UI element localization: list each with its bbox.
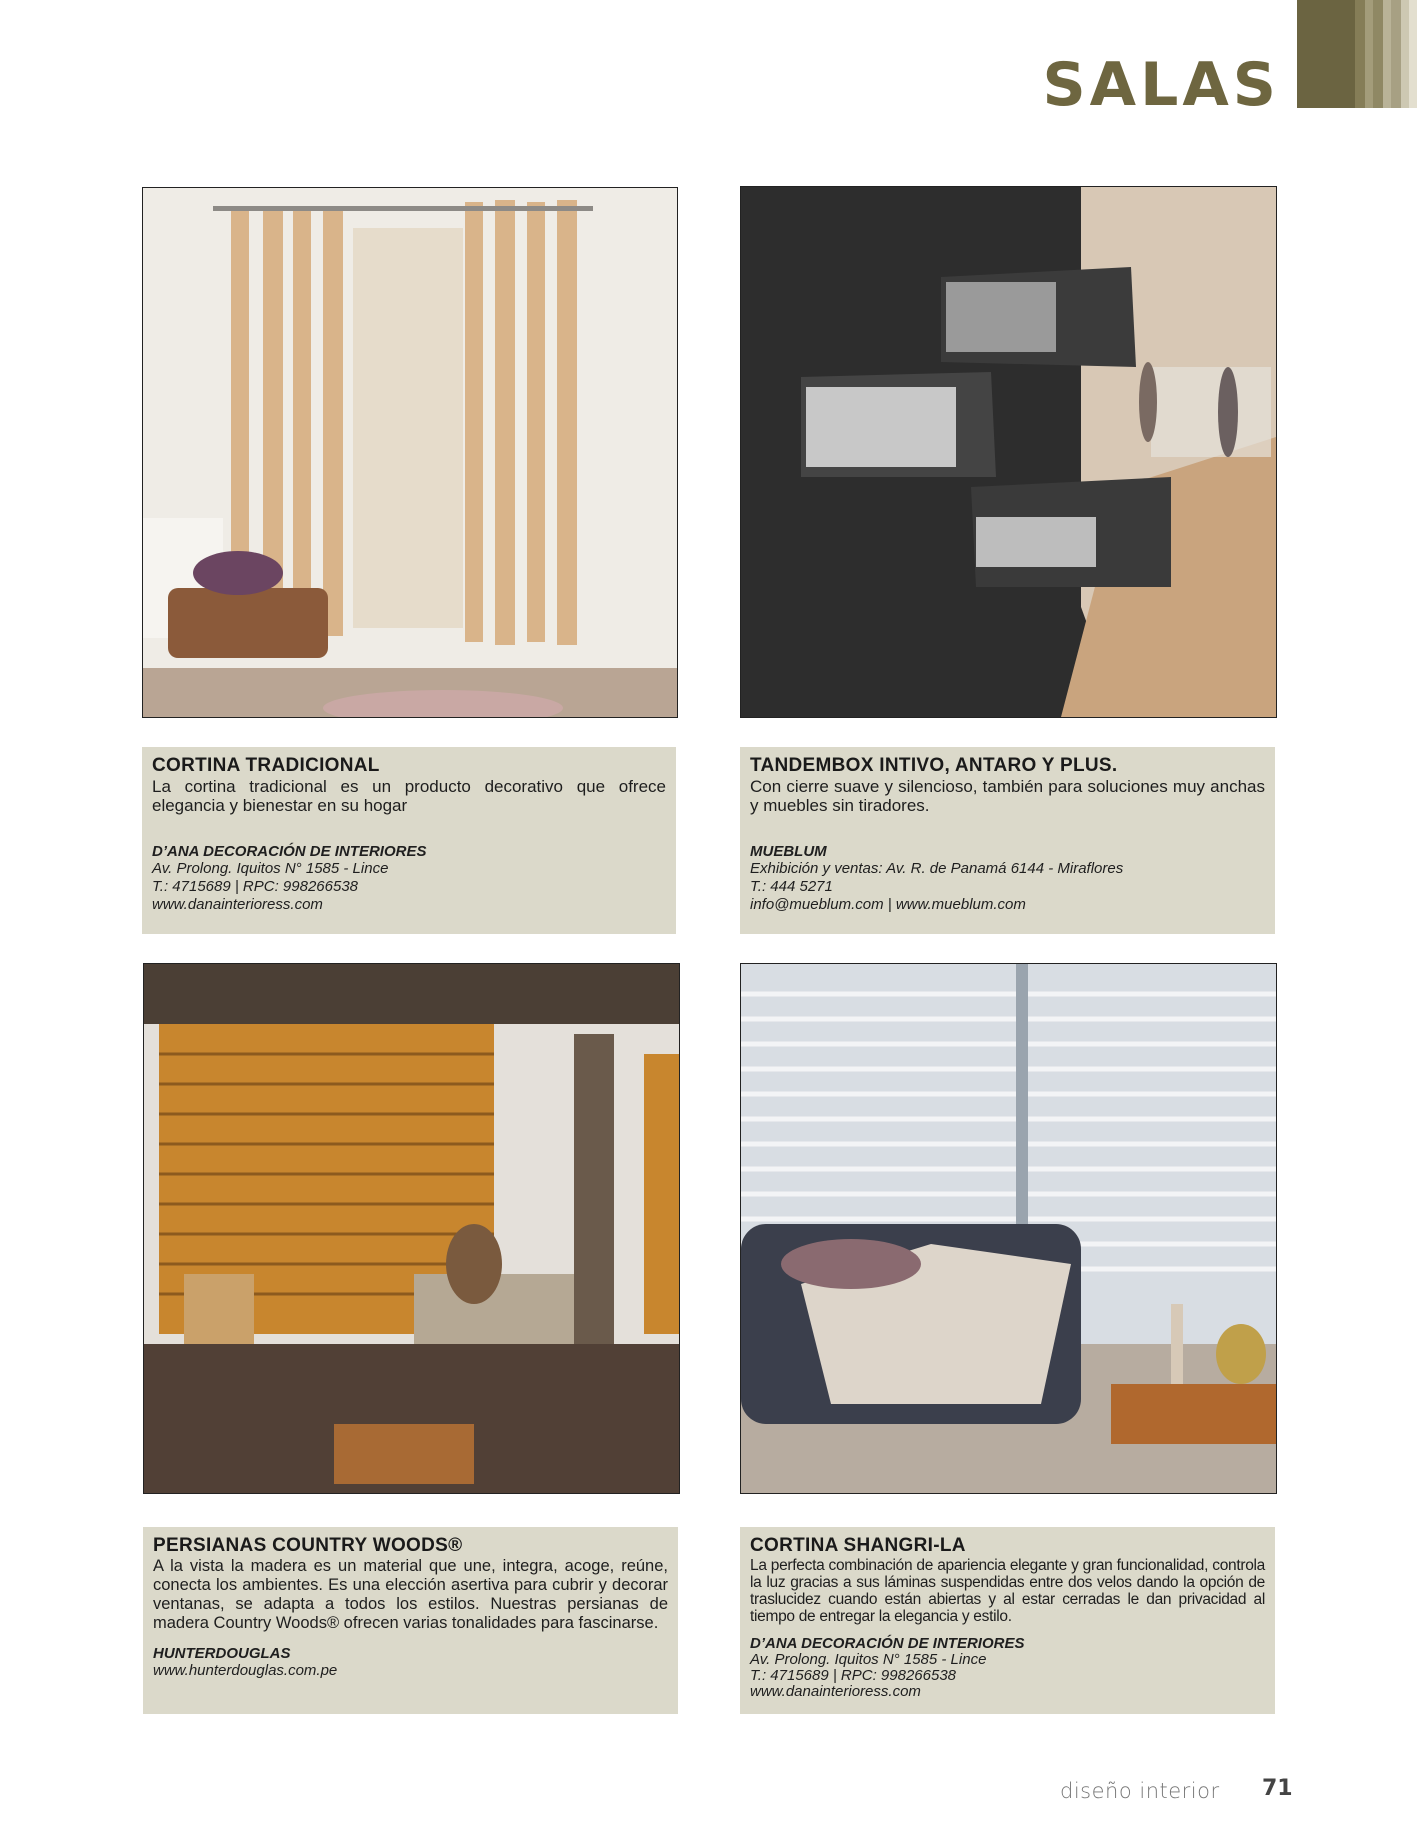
company-contact-links[interactable]: info@mueblum.com | www.mueblum.com <box>750 896 1026 913</box>
product-title: CORTINA SHANGRI-LA <box>750 1535 966 1556</box>
company-address: Av. Prolong. Iquitos N° 1585 - Lince <box>152 860 389 877</box>
page-number: 71 <box>1262 1776 1293 1801</box>
product-title: TANDEMBOX INTIVO, ANTARO Y PLUS. <box>750 755 1118 776</box>
product-description: Con cierre suave y silencioso, también para soluciones muy anchas y muebles sin tiradores. <box>750 777 1265 815</box>
company-name: D’ANA DECORACIÓN DE INTERIORES <box>152 843 427 860</box>
company-name: D’ANA DECORACIÓN DE INTERIORES <box>750 1635 1025 1652</box>
company-phone: T.: 444 5271 <box>750 878 833 895</box>
company-name: HUNTERDOUGLAS <box>153 1645 291 1662</box>
caption-card <box>740 1527 1275 1714</box>
company-website[interactable]: www.hunterdouglas.com.pe <box>153 1662 338 1679</box>
section-title: SALAS <box>1042 50 1280 120</box>
photo-cortina-tradicional <box>142 187 678 718</box>
header-stripe-decoration <box>1297 0 1417 108</box>
product-description: A la vista la madera es un material que une, integra, acoge, reúne, conecta los ambientes. Es una elección asertiva para cubrir y decorar ventanas, se adapta a todos los estilos. Nuestras persianas de madera Country Woods® ofrecen varias tonalidades para fascinarse. <box>153 1557 668 1632</box>
product-title: CORTINA TRADICIONAL <box>152 755 380 776</box>
product-title: PERSIANAS COUNTRY WOODS® <box>153 1535 463 1556</box>
product-description: La cortina tradicional es un producto decorativo que ofrece elegancia y bienestar en su hogar <box>152 777 666 815</box>
photo-persianas-country-woods <box>143 963 680 1494</box>
photo-tandembox <box>740 186 1277 718</box>
company-website[interactable]: www.danainterioress.com <box>152 896 323 913</box>
magazine-name: diseño interior <box>1060 1779 1220 1803</box>
company-phone: T.: 4715689 | RPC: 998266538 <box>152 878 359 895</box>
caption-card <box>143 1527 678 1714</box>
caption-card <box>740 747 1275 934</box>
company-website[interactable]: www.danainterioress.com <box>750 1683 921 1700</box>
caption-card <box>142 747 676 934</box>
company-address: Av. Prolong. Iquitos N° 1585 - Lince <box>750 1651 987 1668</box>
company-phone: T.: 4715689 | RPC: 998266538 <box>750 1667 957 1684</box>
photo-cortina-shangri-la <box>740 963 1277 1494</box>
product-description: La perfecta combinación de apariencia elegante y gran funcionalidad, controla la luz gracias a sus láminas suspendidas entre dos velos dando la opción de traslucidez cuando están abiertas y al estar cerradas le dan privacidad al tiempo de entregar la elegancia y estilo. <box>750 1557 1265 1625</box>
company-address: Exhibición y ventas: Av. R. de Panamá 6144 - Miraflores <box>750 860 1124 877</box>
company-name: MUEBLUM <box>750 843 827 860</box>
